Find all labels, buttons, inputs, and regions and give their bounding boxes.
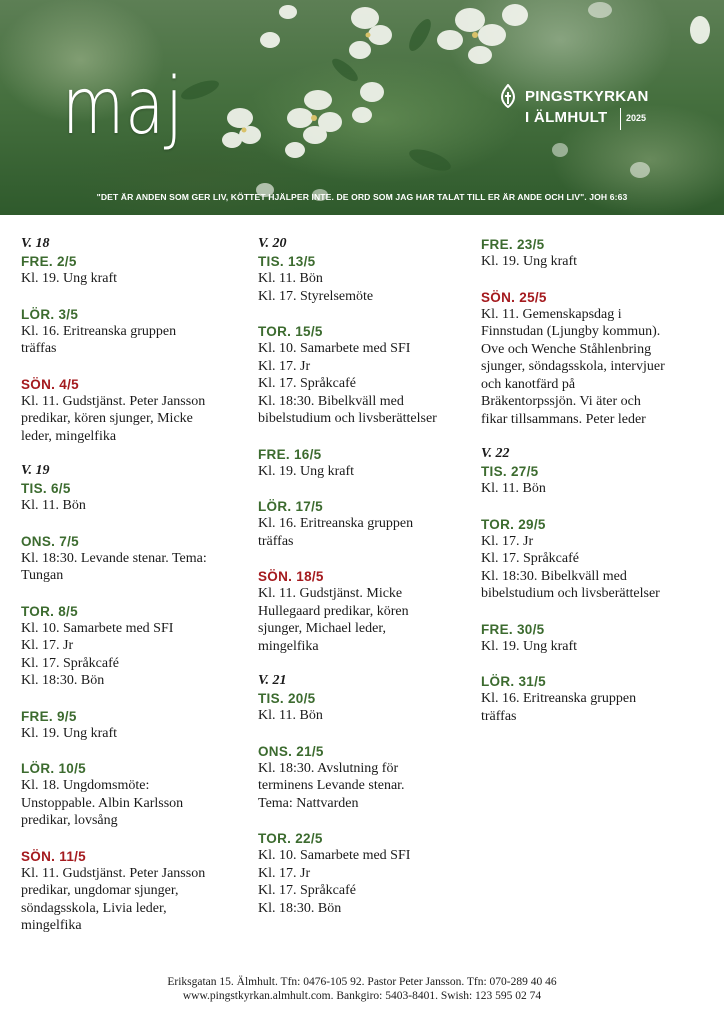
brand-name: PINGSTKYRKAN xyxy=(525,88,649,105)
event-line: Kl. 19. Ung kraft xyxy=(481,638,578,654)
event-line: Kl. 11. Bön xyxy=(258,708,323,723)
event-line: Kl. 18:30. Bön xyxy=(21,673,105,688)
day-heading: FRE. 2/5 xyxy=(21,254,77,269)
event-line: Kl. 16. Eritreanska gruppen xyxy=(481,691,637,706)
event-line: predikar, ungdomar sjunger, xyxy=(21,883,179,898)
calendar-entry xyxy=(258,446,473,481)
event-line: mingelfika xyxy=(21,918,82,933)
day-heading: ONS. 7/5 xyxy=(21,533,79,549)
page-title: maj xyxy=(62,62,184,152)
event-line: leder, mingelfika xyxy=(21,428,117,444)
day-heading: LÖR. 10/5 xyxy=(21,761,86,776)
event-line: fikar tillsammans. Peter leder xyxy=(481,411,646,427)
event-line: Unstoppable. Albin Karlsson xyxy=(21,795,184,811)
event-line: Kl. 11. Gudstjänst. Peter Jansson xyxy=(21,865,206,881)
day-heading: LÖR. 17/5 xyxy=(258,499,323,514)
event-line: predikar, kören sjunger, Micke xyxy=(21,411,193,426)
calendar-entry xyxy=(21,236,243,288)
event-line: Kl. 18. Ungdomsmöte: xyxy=(21,778,150,793)
brand-location: I ÄLMHULT xyxy=(525,109,608,126)
day-heading: TOR. 8/5 xyxy=(21,603,78,619)
event-line: Kl. 18:30. Bibelkväll med xyxy=(481,568,627,584)
day-heading: SÖN. 18/5 xyxy=(258,569,324,584)
event-line: Finnstudan (Ljungby kommun). xyxy=(481,324,661,339)
day-heading: ONS. 21/5 xyxy=(258,743,324,759)
event-line: Kl. 17. Jr xyxy=(258,865,311,881)
event-line: Hullegaard predikar, kören xyxy=(258,603,409,619)
week-label: V. 20 xyxy=(258,236,287,251)
week-label: V. 21 xyxy=(258,673,287,688)
event-line: Kl. 17. Jr xyxy=(21,638,74,653)
event-line: Kl. 11. Gudstjänst. Micke xyxy=(258,586,403,601)
calendar-entry xyxy=(258,743,473,813)
calendar-entry xyxy=(481,621,703,656)
event-line: bibelstudium och livsberättelser xyxy=(481,586,660,601)
event-line: söndagsskola, Livia leder, xyxy=(21,900,167,916)
event-line: predikar, lovsång xyxy=(21,813,118,828)
footer-contact: Eriksgatan 15. Älmhult. Tfn: 0476-105 92. Pastor Peter Jansson. Tfn: 070-289 40 46 xyxy=(167,976,557,988)
day-heading: SÖN. 4/5 xyxy=(21,376,79,392)
week-label: V. 19 xyxy=(21,463,50,478)
event-line: Kl. 18:30. Bön xyxy=(258,900,342,916)
day-heading: LÖR. 31/5 xyxy=(481,674,546,689)
calendar-entry xyxy=(21,376,243,446)
day-heading: TIS. 27/5 xyxy=(481,464,539,479)
event-line: Bräkentorpssjön. Vi äter och xyxy=(481,394,641,409)
calendar-entry xyxy=(21,306,243,358)
event-line: Kl. 11. Bön xyxy=(481,481,546,496)
brand-divider xyxy=(620,108,621,130)
calendar-entry xyxy=(481,446,703,498)
event-line: Tema: Nattvarden xyxy=(258,795,359,811)
calendar-entry xyxy=(21,708,243,743)
event-line: Tungan xyxy=(21,568,64,583)
day-heading: SÖN. 11/5 xyxy=(21,848,86,864)
day-heading: TOR. 22/5 xyxy=(258,831,323,846)
event-line: Kl. 10. Samarbete med SFI xyxy=(258,341,411,356)
event-line: Kl. 17. Jr xyxy=(481,533,534,549)
event-line: Kl. 10. Samarbete med SFI xyxy=(21,620,174,636)
event-line: mingelfika xyxy=(258,638,319,654)
calendar-entry xyxy=(21,848,243,935)
event-line: Ove och Wenche Ståhlenbring xyxy=(481,341,652,357)
calendar-entry xyxy=(258,673,473,725)
event-line: Kl. 19. Ung kraft xyxy=(481,254,578,269)
week-label: V. 18 xyxy=(21,236,50,251)
event-line: Kl. 10. Samarbete med SFI xyxy=(258,848,411,863)
event-line: bibelstudium och livsberättelser xyxy=(258,411,437,426)
footer xyxy=(0,975,724,1003)
event-line: Kl. 17. Jr xyxy=(258,358,311,374)
calendar-entry xyxy=(481,516,703,603)
calendar-entry xyxy=(481,673,703,725)
event-line: Kl. 11. Gemenskapsdag i xyxy=(481,306,622,322)
event-line: Kl. 11. Bön xyxy=(258,271,323,286)
day-heading: FRE. 30/5 xyxy=(481,621,545,637)
calendar-entry xyxy=(258,568,473,655)
day-heading: SÖN. 25/5 xyxy=(481,289,547,305)
event-line: sjunger, söndagsskola, intervjuer xyxy=(481,359,665,374)
event-line: Kl. 19. Ung kraft xyxy=(21,271,118,286)
event-line: träffas xyxy=(21,341,57,356)
event-line: Kl. 16. Eritreanska gruppen xyxy=(258,516,414,531)
day-heading: LÖR. 3/5 xyxy=(21,306,79,322)
calendar-column-1 xyxy=(21,236,243,953)
event-line: Kl. 17. Språkcafé xyxy=(481,551,579,566)
event-line: Kl. 18:30. Levande stenar. Tema: xyxy=(21,550,207,566)
event-line: Kl. 17. Språkcafé xyxy=(258,883,356,898)
brand-year: 2025 xyxy=(626,113,647,123)
event-line: Kl. 19. Ung kraft xyxy=(21,725,118,741)
calendar-column-3 xyxy=(481,236,703,743)
calendar-entry xyxy=(258,236,473,305)
event-line: Kl. 11. Bön xyxy=(21,498,86,513)
event-line: Kl. 11. Gudstjänst. Peter Jansson xyxy=(21,393,206,409)
event-line: och kanotfärd på xyxy=(481,376,576,392)
day-heading: TOR. 29/5 xyxy=(481,516,546,532)
calendar-entry xyxy=(21,533,243,585)
calendar-entry xyxy=(481,236,703,271)
event-line: Kl. 18:30. Bibelkväll med xyxy=(258,393,404,409)
footer-web: www.pingstkyrkan.almhult.com. Bankgiro: 5403-8401. Swish: 123 595 02 74 xyxy=(182,990,542,1002)
event-line: sjunger, Michael leder, xyxy=(258,621,386,636)
week-label: V. 22 xyxy=(481,446,510,461)
day-heading: FRE. 16/5 xyxy=(258,446,322,462)
event-line: Kl. 16. Eritreanska gruppen xyxy=(21,323,177,339)
calendar-entry xyxy=(258,323,473,428)
flame-icon xyxy=(499,84,517,108)
event-line: träffas xyxy=(258,533,294,549)
event-line: Kl. 17. Styrelsemöte xyxy=(258,288,374,304)
calendar-entry xyxy=(258,498,473,550)
calendar-entry xyxy=(21,760,243,830)
day-heading: FRE. 23/5 xyxy=(481,237,545,252)
day-heading: TOR. 15/5 xyxy=(258,324,323,339)
event-line: Kl. 19. Ung kraft xyxy=(258,463,355,479)
calendar-entry xyxy=(21,603,243,690)
calendar-entry xyxy=(258,830,473,917)
header-banner xyxy=(0,0,724,215)
event-line: terminens Levande stenar. xyxy=(258,778,405,793)
day-heading: FRE. 9/5 xyxy=(21,708,77,724)
event-line: Kl. 17. Språkcafé xyxy=(21,655,119,671)
calendar-column-2 xyxy=(258,236,473,935)
calendar-entry xyxy=(481,289,703,429)
event-line: träffas xyxy=(481,708,517,724)
event-line: Kl. 18:30. Avslutning för xyxy=(258,760,399,776)
day-heading: TIS. 20/5 xyxy=(258,691,316,706)
event-line: Kl. 17. Språkcafé xyxy=(258,376,356,391)
calendar-entry xyxy=(21,463,243,515)
bible-quote: "DET ÄR ANDEN SOM GER LIV, KÖTTET HJÄLPER INTE. DE ORD SOM JAG HAR TALAT TILL ER ÄR ANDE OCH LIV". JOH 6:63 xyxy=(96,192,628,202)
day-heading: TIS. 13/5 xyxy=(258,254,316,269)
day-heading: TIS. 6/5 xyxy=(21,481,71,496)
